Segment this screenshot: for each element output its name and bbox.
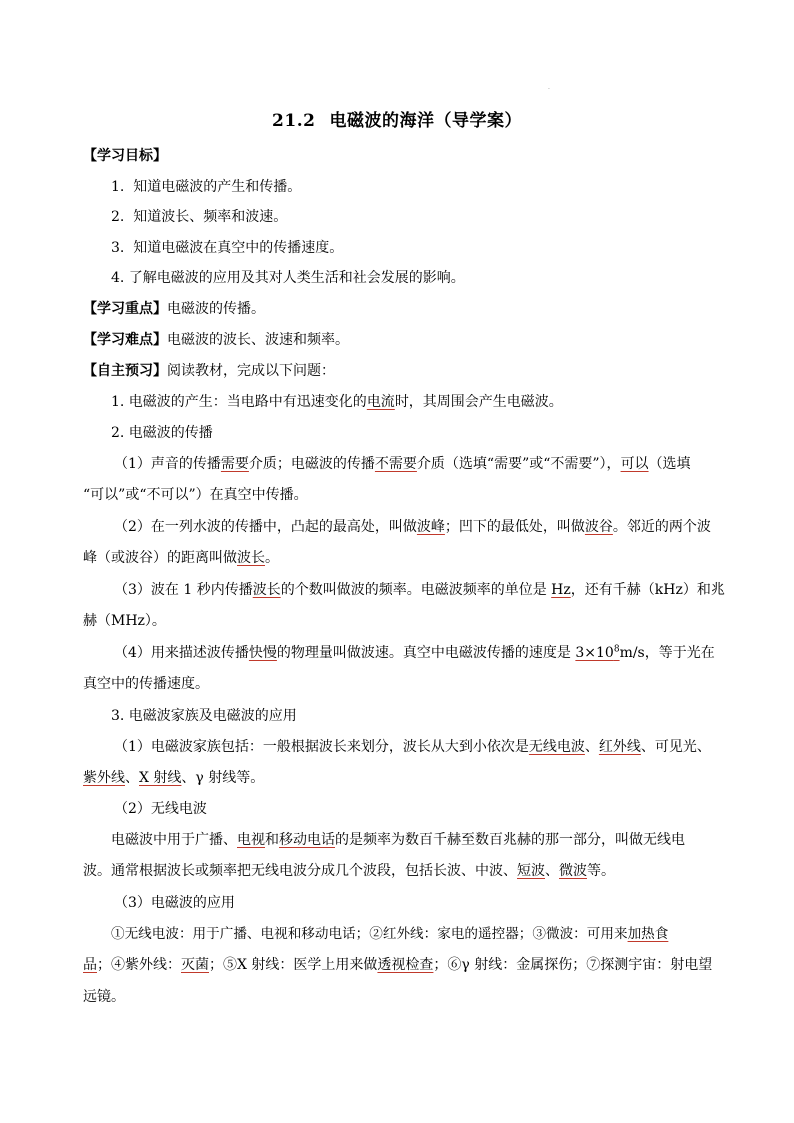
answer-light-speed-base: 3×10 (575, 645, 614, 661)
answer-heat-food: 加热食 (627, 926, 669, 942)
text: ；凹下的最低处，叫做 (444, 519, 585, 535)
text: 峰（或波谷）的距离叫做 (83, 550, 237, 566)
answer-wavelength-2: 波长 (252, 582, 281, 598)
answer-short-wave: 短波 (517, 863, 545, 879)
goal-item-4 (111, 268, 465, 288)
text: 的物理量叫做波速。真空中电磁波传播的速度是 (276, 645, 576, 661)
page-title (0, 106, 794, 131)
answer-can: 可以 (620, 456, 649, 472)
text: 的个数叫做波的频率。电磁波频率的单位是 (280, 582, 552, 598)
answer-ultraviolet: 紫外线 (83, 770, 125, 786)
q2-p2-line2 (83, 548, 279, 568)
preview-label: 【自主预习】 (83, 363, 167, 379)
q2-p3-line1 (114, 580, 725, 600)
text: （选填 (648, 456, 691, 472)
answer-tv: 电视 (237, 832, 265, 848)
text: （2）在一列水波的传播中，凸起的最高处，叫做 (114, 519, 417, 535)
q1-text-b: 时，其周围会产生电磁波。 (394, 394, 563, 410)
text: 的是频率为数百千赫至数百兆赫的那一部分，叫做无线电 (335, 832, 685, 848)
goal-text: 了解电磁波的应用及其对人类生活和社会发展的影响。 (128, 270, 465, 286)
q2-p3-line2: 赫（MHz）。 (83, 613, 166, 629)
text: ；⑥γ 射线：金属探伤；⑦探测宇宙：射电望 (433, 957, 713, 973)
q3-p2-line2 (83, 861, 615, 881)
goal-num: 4. (111, 270, 125, 286)
text: 、γ 射线等。 (181, 770, 265, 786)
goal-item-1 (111, 177, 301, 197)
difficulty-point (83, 330, 349, 350)
text: 、 (125, 770, 139, 786)
text: 电磁波中用于广播、 (111, 832, 237, 848)
difficulty-label: 【学习难点】 (83, 332, 167, 348)
q3-p1-line2 (83, 768, 264, 788)
q2-p1-line1 (114, 454, 691, 474)
text: 、可见光、 (640, 739, 711, 755)
answer-not-need: 不需要 (374, 456, 417, 472)
answer-sterilize: 灭菌 (181, 957, 209, 973)
answer-xray-check: 透视检查 (377, 957, 434, 973)
q2-heading: 2. 电磁波的传播 (111, 425, 213, 441)
text: ①无线电波：用于广播、电视和移动电话；②红外线：家电的遥控器；③微波：可用来 (111, 926, 628, 942)
q3-heading: 3. 电磁波家族及电磁波的应用 (111, 708, 297, 724)
answer-current: 电流 (366, 394, 395, 410)
q3-p2-heading: （2）无线电波 (114, 801, 207, 817)
goal-text: 知道电磁波的产生和传播。 (133, 179, 302, 195)
q3-p3-line2 (83, 955, 712, 975)
text: ；④紫外线： (97, 957, 181, 973)
q3-p2-line1 (111, 830, 685, 850)
q3-p3-line3: 远镜。 (83, 989, 125, 1005)
text: ，还有千赫（kHz）和兆 (570, 582, 725, 598)
text: m/s，等于光在 (619, 645, 715, 661)
answer-light-speed (575, 645, 619, 661)
text: 、 (545, 863, 559, 879)
answer-x-ray: X 射线 (139, 770, 182, 786)
goal-item-2 (111, 207, 287, 227)
text: 、 (584, 739, 599, 755)
answer-infrared: 红外线 (598, 739, 641, 755)
key-point (83, 299, 265, 319)
q3-p3-line1 (111, 924, 668, 944)
q2-p2-line1 (114, 517, 711, 537)
text: （4）用来描述波传播 (114, 645, 249, 661)
answer-mobile: 移动电话 (279, 832, 335, 848)
q2-p4-line2: 真空中的传播速度。 (83, 676, 209, 692)
preview-heading (83, 361, 335, 381)
q2-p1-line2: “可以”或“不可以”）在真空中传播。 (83, 487, 308, 503)
q1-line (111, 392, 563, 412)
text: 介质（选填“需要”或“不需要”）， (416, 456, 621, 472)
text: 。邻近的两个波 (612, 519, 711, 535)
title-text: 电磁波的海洋（导学案） (329, 111, 522, 131)
goal-text: 知道电磁波在真空中的传播速度。 (133, 240, 344, 256)
goal-num: 2. (111, 209, 125, 225)
text: 等。 (587, 863, 615, 879)
page-dot: . (548, 84, 550, 91)
goal-item-3 (111, 238, 343, 258)
answer-radio-wave: 无线电波 (528, 739, 585, 755)
text: 和 (265, 832, 279, 848)
goals-heading: 【学习目标】 (83, 148, 167, 164)
goal-text: 知道波长、频率和波速。 (133, 209, 288, 225)
goal-num: 1. (111, 179, 125, 195)
preview-text: 阅读教材，完成以下问题： (167, 363, 335, 379)
title-number: 21.2 (272, 111, 316, 131)
difficulty-text: 电磁波的波长、波速和频率。 (167, 332, 349, 348)
answer-trough: 波谷 (584, 519, 613, 535)
goal-num: 3. (111, 240, 125, 256)
q2-p4-line1 (114, 643, 715, 663)
text: （3）波在 1 秒内传播 (114, 582, 253, 598)
q1-text-a: 1. 电磁波的产生：当电路中有迅速变化的 (111, 394, 367, 410)
answer-heat-food-cont: 品 (83, 957, 97, 973)
text: （1）声音的传播 (114, 456, 221, 472)
text: （1）电磁波家族包括：一般根据波长来划分，波长从大到小依次是 (114, 739, 529, 755)
answer-crest: 波峰 (416, 519, 445, 535)
key-text: 电磁波的传播。 (167, 301, 265, 317)
answer-microwave: 微波 (559, 863, 587, 879)
text: 波。通常根据波长或频率把无线电波分成几个波段，包括长波、中波、 (83, 863, 517, 879)
q3-p1-line1 (114, 737, 711, 757)
answer-light-speed-exp: 8 (613, 644, 620, 655)
text: 。 (265, 550, 279, 566)
answer-wavelength: 波长 (237, 550, 265, 566)
answer-hz: Hz (551, 582, 571, 598)
text: ；⑤X 射线：医学上用来做 (209, 957, 378, 973)
key-label: 【学习重点】 (83, 301, 167, 317)
text: 介质；电磁波的传播 (248, 456, 375, 472)
answer-speed: 快慢 (248, 645, 277, 661)
answer-need: 需要 (220, 456, 249, 472)
q3-p3-heading: （3）电磁波的应用 (114, 895, 235, 911)
